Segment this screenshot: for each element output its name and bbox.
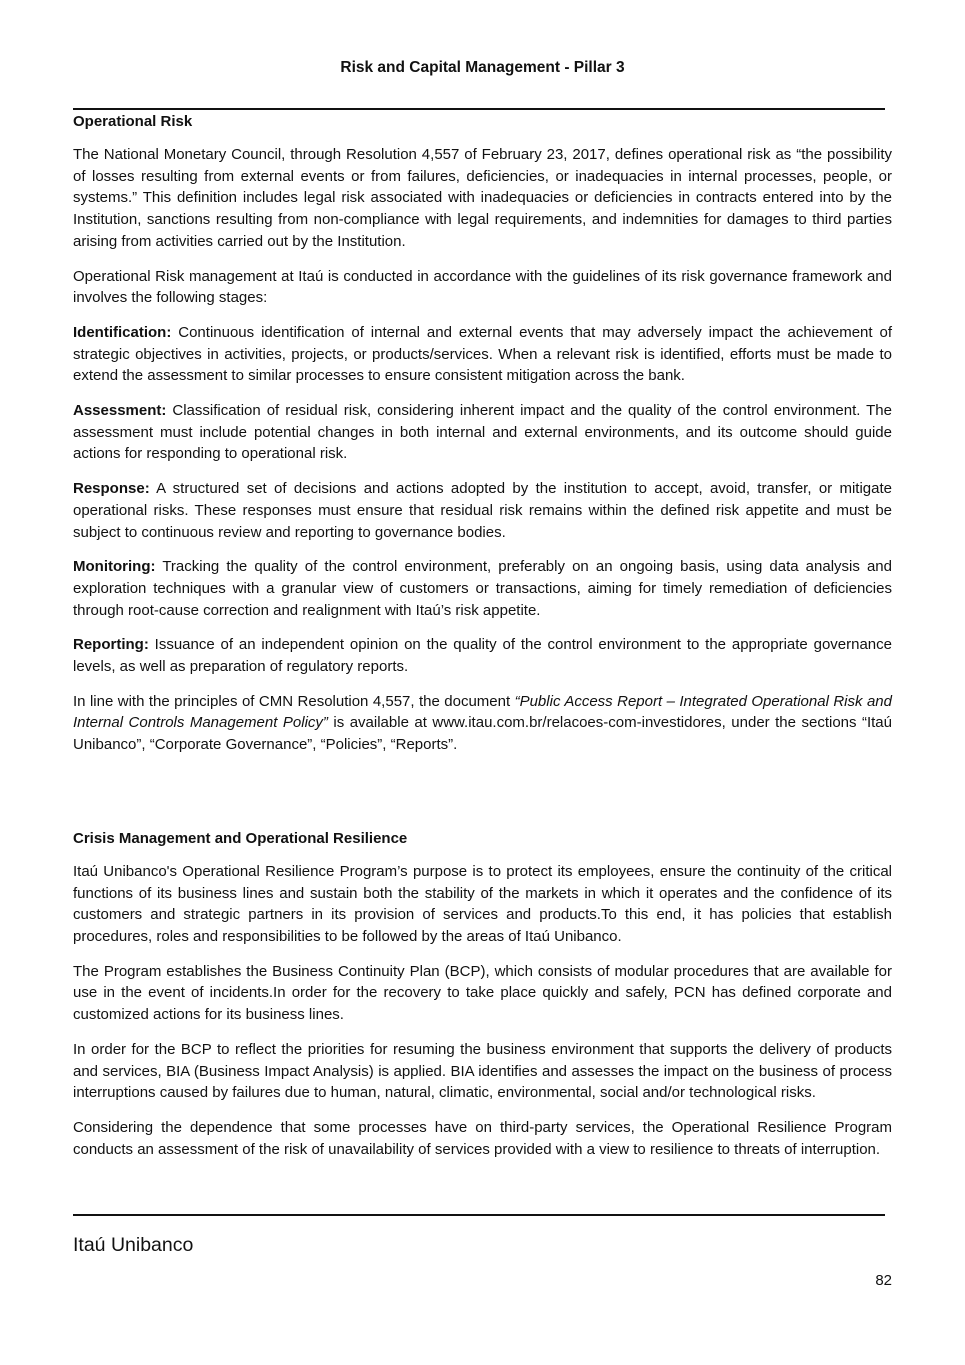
stage-label: Monitoring:	[73, 558, 156, 576]
section-heading-crisis-management: Crisis Management and Operational Resilience	[73, 829, 408, 847]
stage-label: Response:	[73, 480, 150, 498]
document-title: “Public Access Report – Integrated Operational Risk and Internal Controls Management Policy”	[73, 692, 892, 732]
paragraph-public-access-report	[73, 691, 892, 756]
page-number: 82	[875, 1272, 892, 1289]
stage-text: Tracking the quality of the control environment, preferably on an ongoing basis, using data analysis and exploration techniques with a granular view of customers or transactions, aiming for timely remediation of deficiencies through root-cause correction and realignment with Itaú’s risk appetite.	[73, 558, 892, 619]
stage-response	[73, 478, 892, 543]
paragraph-business-continuity-plan: The Program establishes the Business Continuity Plan (BCP), which consists of modular procedures that are available for use in the event of incidents.In order for the recovery to take place quickly and safely, PCN has defined corporate and customized actions for its business lines.	[73, 962, 892, 1024]
stage-text: A structured set of decisions and actions adopted by the institution to accept, avoid, transfer, or mitigate operational risks. These responses must ensure that residual risk remains within the defined risk appetite and must be subject to continuous review and reporting to governance bodies.	[73, 480, 892, 541]
section-heading-operational-risk: Operational Risk	[73, 113, 193, 130]
stage-identification	[73, 322, 892, 387]
stage-text: Continuous identification of internal and external events that may adversely impact the achievement of strategic objectives in activities, projects, or products/services. When a relevant risk is identified, efforts must be made to extend the assessment to similar processes to ensure consistent mitigation across the bank.	[73, 323, 892, 385]
stage-text: Classification of residual risk, considering inherent impact and the quality of the control environment. The assessment must include potential changes in both internal and external environments, and its outcome should guide actions for responding to operational risk.	[73, 402, 892, 463]
stage-text: Issuance of an independent opinion on the quality of the control environment to the appropriate governance levels, as well as preparation of regulatory reports.	[73, 636, 892, 676]
footer-divider	[73, 1214, 885, 1216]
footer-brand: Itaú Unibanco	[73, 1234, 194, 1256]
paragraph-business-impact-analysis: In order for the BCP to reflect the priorities for resuming the business environment that supports the delivery of products and services, BIA (Business Impact Analysis) is applied. BIA identifies and assesses the impact on the business of process interruptions caused by failures due to human, natural, climatic, environmental, social and/or technological risks.	[73, 1040, 892, 1102]
document-body	[73, 111, 892, 1173]
page-header-title: Risk and Capital Management - Pillar 3	[340, 59, 625, 76]
paragraph-third-party-services: Considering the dependence that some processes have on third-party services, the Operational Resilience Program conducts an assessment of the risk of unavailability of services provided with a view to resilience to threats of interruption.	[73, 1118, 892, 1158]
stage-label: Assessment:	[73, 402, 167, 420]
closing-text-after: is available at www.itau.com.br/relacoes-com-investidores, under the sections “Itaú Unibanco”, “Corporate Governance”, “Policies”, “Reports”.	[73, 714, 892, 754]
paragraph-resilience-program: Itaú Unibanco's Operational Resilience Program’s purpose is to protect its employees, ensure the continuity of the critical functions of its business lines and sustain both the stability of the markets in which it operates and the confidence of its customers and strategic partners in its provision of services and products.To this end, it has policies that establish procedures, roles and responsibilities to be followed by the areas of Itaú Unibanco.	[73, 862, 892, 945]
stage-label: Identification:	[73, 323, 172, 341]
stage-label: Reporting:	[73, 636, 149, 654]
header-divider	[73, 108, 885, 110]
closing-text-before: In line with the principles of CMN Resolution 4,557, the document	[73, 692, 515, 710]
stage-monitoring	[73, 556, 892, 621]
paragraph-risk-management-stages: Operational Risk management at Itaú is conducted in accordance with the guidelines of its risk governance framework and involves the following stages:	[73, 267, 892, 307]
stage-reporting	[73, 634, 892, 677]
stage-assessment	[73, 400, 892, 465]
paragraph-operational-risk-definition: The National Monetary Council, through Resolution 4,557 of February 23, 2017, defines operational risk as “the possibility of losses resulting from external events or from failures, deficiencies, or inadequacies in internal processes, people, or systems.” This definition includes legal risk associated with inadequacies or deficiencies in contracts entered into by the Institution, sanctions resulting from non-compliance with legal requirements, and indemnities for damages to third parties arising from activities carried out by the Institution.	[73, 146, 892, 250]
